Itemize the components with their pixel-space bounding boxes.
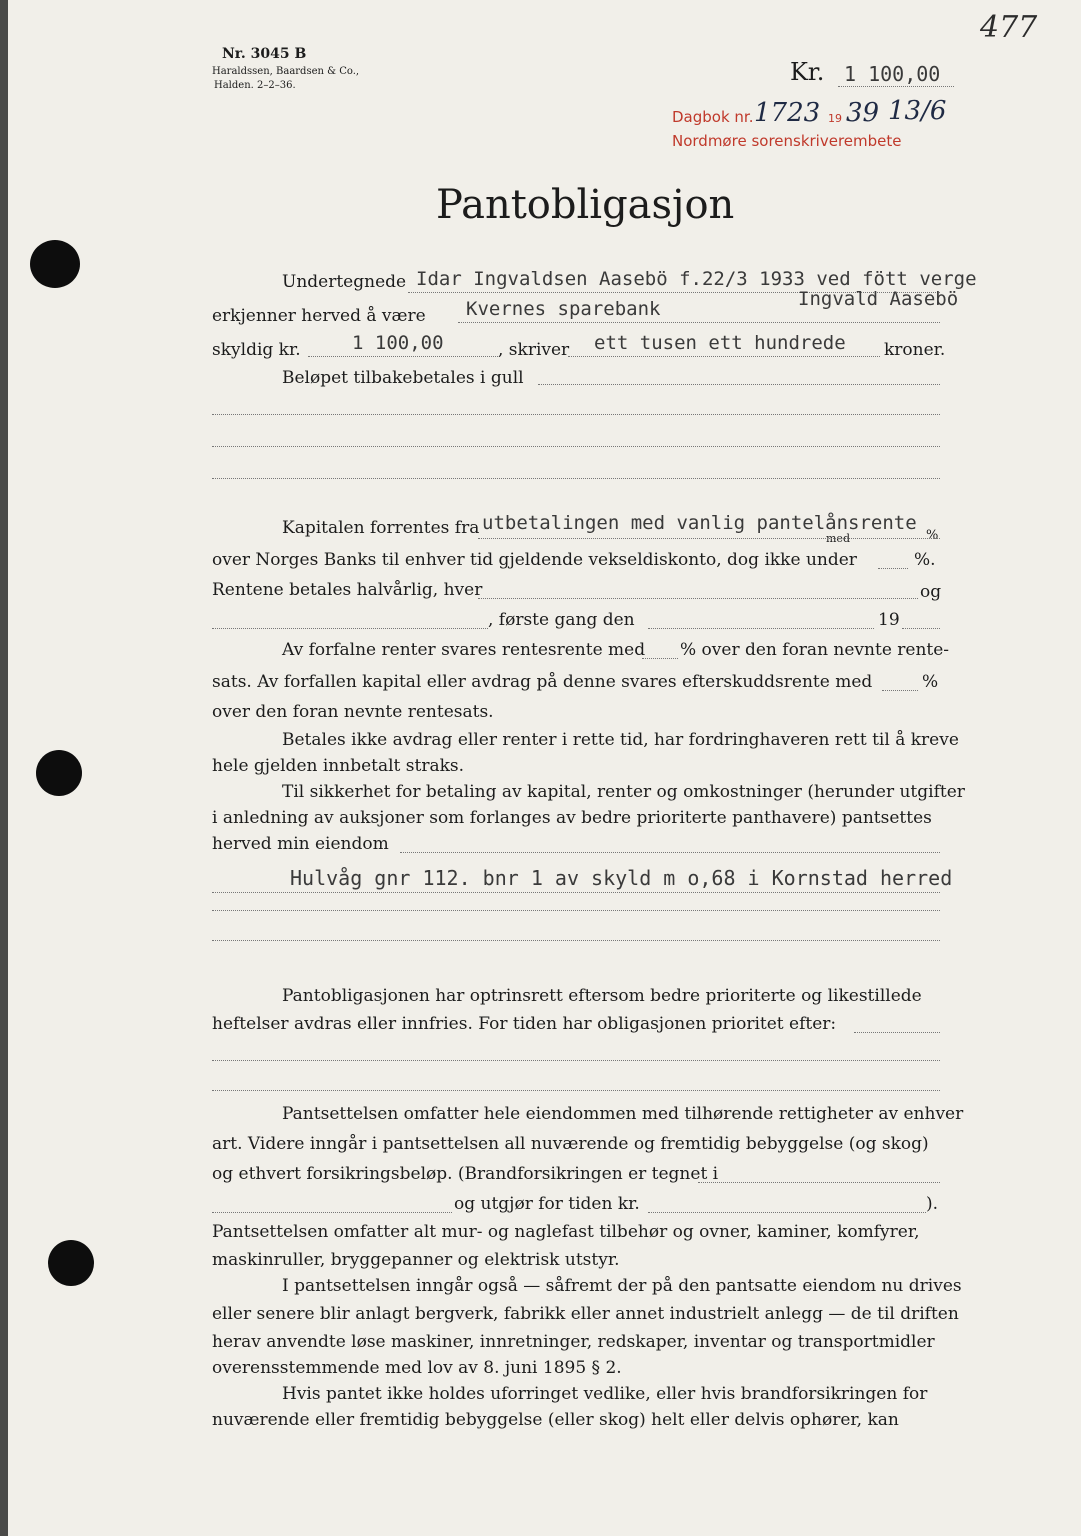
blank-line-3 [212,478,940,479]
interest-line4-mid: , første gang den [488,610,635,630]
priority-clause-line2: heftelser avdras eller innfries. For tiden har obligasjonen prioritet efter: [212,1014,837,1034]
scope-clause-line2: art. Videre inngår i pantsettelsen all nuværende og fremtidig bebyggelse (og skog) [212,1134,929,1154]
priority-blank-line-2 [212,1090,940,1091]
industry-clause-line4: overensstemmende med lov av 8. juni 1895 § 2. [212,1358,622,1378]
creditor-line [458,322,940,323]
interest-line2: over Norges Banks til enhver tid gjeldende vekseldiskonto, dog ikke under [212,550,857,570]
interest-line3-fill [478,598,918,599]
interest-line5-fill [642,658,678,659]
scope-clause-line6: maskinruller, bryggepanner og elektrisk utstyr. [212,1250,620,1270]
stamp-date: 13/6 [888,96,947,126]
skyldig-amount: 1 100,00 [352,332,444,354]
interest-line3: Rentene betales halvårlig, hver [212,580,483,600]
industry-clause-line2: eller senere blir anlagt bergverk, fabrikk eller annet industrielt anlegg — de til driften [212,1304,959,1324]
scope-clause-line1: Pantsettelsen omfatter hele eiendommen med tilhørende rettigheter av enhver [282,1104,964,1124]
security-line3-fill [400,852,940,853]
maintenance-clause-line1: Hvis pantet ikke holdes uforringet vedlike, eller hvis brandforsikringen for [282,1384,928,1404]
undertegnede-label: Undertegnede [282,272,407,292]
interest-value: utbetalingen med vanlig pantelånsrente [482,512,917,534]
industry-clause-line3: herav anvendte løse maskiner, innretninger, redskaper, inventar og transportmidler [212,1332,935,1352]
security-clause-line2: i anledning av auksjoner som forlanges av bedre prioriterte panthavere) pantsettes [212,808,932,828]
scope-clause-line3: og ethvert forsikringsbeløp. (Brandforsikringen er tegnet i [212,1164,719,1184]
amount-line [838,86,954,87]
interest-line4-fill-c [902,628,940,629]
property-line [212,892,940,893]
scope-clause-line5: Pantsettelsen omfatter alt mur- og naglefast tilbehør og ovner, kaminer, komfyrer, [212,1222,920,1242]
form-number: Nr. 3045 B [222,46,307,62]
amount-prefix: Kr. [790,58,825,86]
default-clause-line1: Betales ikke avdrag eller renter i rette tid, har fordringhaveren rett til å kreve [282,730,959,750]
stamp-year-prefix: 19 [828,112,842,125]
interest-line6-b: % [922,672,939,692]
property-blank-line-1 [212,910,940,911]
property-blank-line-2 [212,940,940,941]
industry-clause-line1: I pantsettelsen inngår også — såfremt der på den pantsatte eiendom nu drives [282,1276,962,1296]
scope-clause-line4-a: og utgjør for tiden kr. [454,1194,640,1214]
scope-line3-fill [698,1182,940,1183]
interest-pct: % [926,528,939,543]
amount-value: 1 100,00 [844,62,941,86]
stamp-office: Nordmøre sorenskriverembete [672,132,902,150]
scope-clause-line4-b: ). [926,1194,939,1214]
interest-line5-a: Av forfalne renter svares rentesrente med [282,640,646,660]
interest-line4-fill-a [212,628,488,629]
interest-overprint: med [826,532,850,545]
stamp-dagbok-number: 1723 [754,98,821,128]
interest-line3-end: og [920,582,942,602]
printer-line-1: Haraldssen, Baardsen & Co., [212,66,360,77]
skriver-label: , skriver [498,340,570,360]
interest-line7: over den foran nevnte rentesats. [212,702,494,722]
erkjenner-label: erkjenner herved å være [212,306,426,326]
skriver-value: ett tusen ett hundrede [594,332,846,354]
punch-hole-middle [36,750,82,796]
document-page [8,0,1081,1536]
stamp-year: 39 [846,98,880,128]
scope-line4-fill-b [648,1212,926,1213]
default-clause-line2: hele gjelden innbetalt straks. [212,756,465,776]
punch-hole-bottom [48,1240,94,1286]
verge-name: Ingvald Aasebö [798,288,959,310]
printer-line-2: Halden. 2–2–36. [214,80,296,91]
maintenance-clause-line2: nuværende eller fremtidig bebyggelse (eller skog) helt eller delvis ophører, kan [212,1410,899,1430]
security-clause-line3: herved min eiendom [212,834,389,854]
belopet-label: Beløpet tilbakebetales i gull [282,368,524,388]
priority-clause-line1: Pantobligasjonen har optrinsrett eftersom bedre prioriterte og likestillede [282,986,922,1006]
interest-line2-end: %. [914,550,936,570]
interest-line4-end: 19 [878,610,900,630]
scope-line4-fill-a [212,1212,452,1213]
skyldig-line [308,356,498,357]
belopet-line [538,384,940,385]
blank-line-2 [212,446,940,447]
interest-label: Kapitalen forrentes fra [282,518,480,538]
blank-line-1 [212,414,940,415]
skyldig-label: skyldig kr. [212,340,301,360]
interest-line6-fill [882,690,918,691]
skriver-line [568,356,880,357]
interest-line6-a: sats. Av forfallen kapital eller avdrag på denne svares efterskuddsrente med [212,672,873,692]
security-clause-line1: Til sikkerhet for betaling av kapital, renter og omkostninger (herunder utgifter [282,782,965,802]
kroner-label: kroner. [884,340,946,360]
interest-line [478,538,940,539]
priority-blank-line-1 [212,1060,940,1061]
punch-hole-top [30,240,80,288]
interest-line4-fill-b [648,628,874,629]
interest-line5-b: % over den foran nevnte rente- [680,640,950,660]
priority-line2-fill [854,1032,940,1033]
property-description: Hulvåg gnr 112. bnr 1 av skyld m o,68 i Kornstad herred [290,866,953,890]
creditor-value: Kvernes sparebank [466,298,661,320]
page-number: 477 [980,10,1038,45]
stamp-dagbok-label: Dagbok nr. [672,108,754,126]
interest-line2-fill [878,568,908,569]
document-title: Pantobligasjon [436,182,735,228]
undertegnede-value: Idar Ingvaldsen Aasebö f.22/3 1933 ved fött verge [416,268,977,290]
